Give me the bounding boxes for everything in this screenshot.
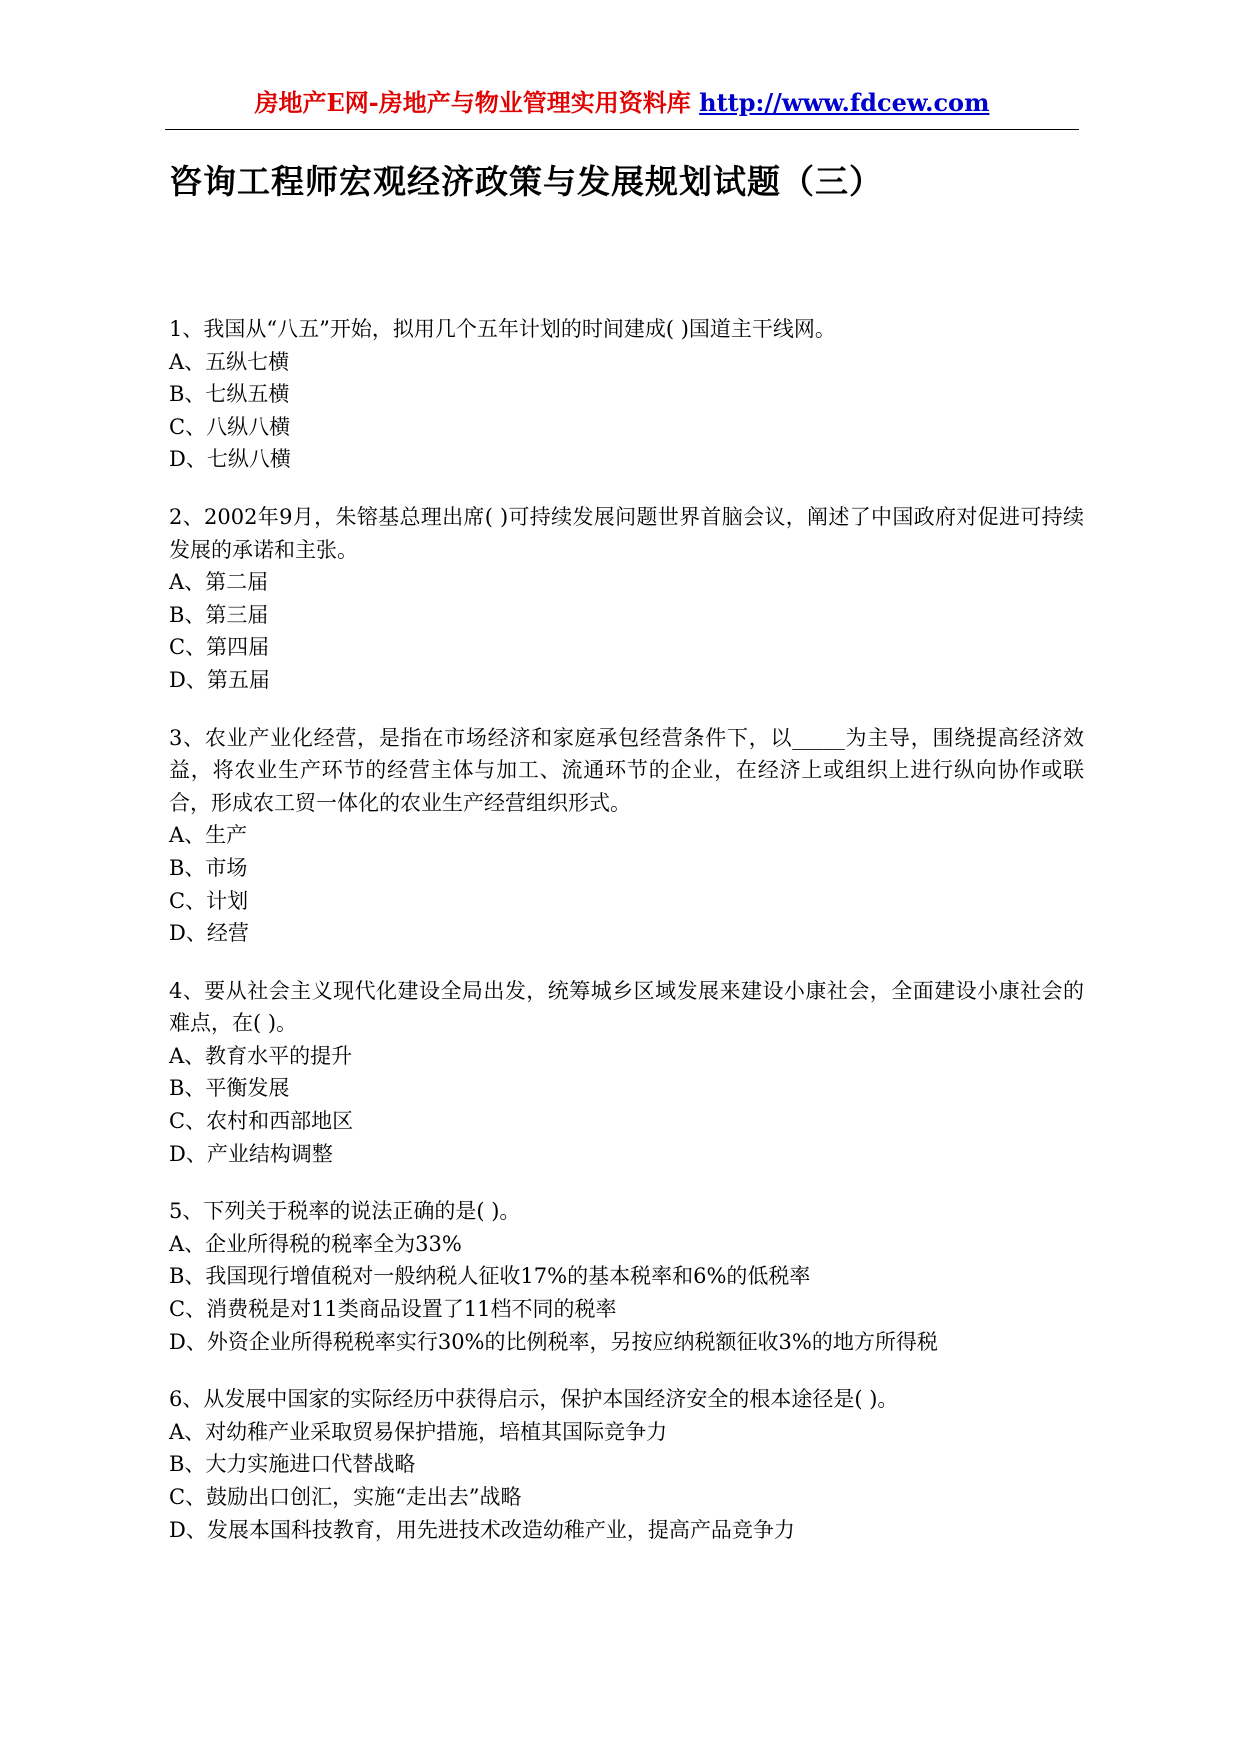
option-d: D、经营 <box>169 921 249 946</box>
option-a: A、生产 <box>169 823 248 848</box>
page-header <box>165 86 1079 120</box>
option-b: B、第三届 <box>169 602 269 627</box>
question-5 <box>169 1195 1084 1358</box>
header-divider <box>165 129 1079 130</box>
option-d: D、发展本国科技教育，用先进技术改造幼稚产业，提高产品竞争力 <box>169 1517 795 1542</box>
question-stem: 2、2002年9月，朱镕基总理出席( )可持续发展问题世界首脑会议，阐述了中国政府对促进可持续发展的承诺和主张。 <box>169 504 1084 562</box>
header-site-name: 房地产E网-房地产与物业管理实用资料库 <box>254 88 691 117</box>
option-b: B、大力实施进口代替战略 <box>169 1452 416 1477</box>
question-stem: 5、下列关于税率的说法正确的是( )。 <box>169 1199 521 1224</box>
option-b: B、平衡发展 <box>169 1076 290 1101</box>
question-4 <box>169 975 1084 1171</box>
question-2 <box>169 501 1084 697</box>
option-b: B、七纵五横 <box>169 382 290 407</box>
question-list <box>169 313 1084 1571</box>
question-stem: 1、我国从“八五”开始，拟用几个五年计划的时间建成( )国道主干线网。 <box>169 317 836 341</box>
question-3 <box>169 722 1084 950</box>
question-stem: 3、农业产业化经营，是指在市场经济和家庭承包经营条件下，以_____为主导，围绕提高经济效益，将农业生产环节的经营主体与加工、流通环节的企业，在经济上或组织上进行纵向协作或联合，形成农工贸一体化的农业生产经营组织形式。 <box>169 725 1084 815</box>
option-d: D、第五届 <box>169 667 270 692</box>
option-c: C、消费税是对11类商品设置了11档不同的税率 <box>169 1297 617 1322</box>
question-6 <box>169 1383 1084 1546</box>
question-stem: 6、从发展中国家的实际经历中获得启示，保护本国经济安全的根本途径是( )。 <box>169 1387 899 1412</box>
option-a: A、企业所得税的税率全为33% <box>169 1231 462 1256</box>
header-url-link[interactable]: http://www.fdcew.com <box>699 88 990 117</box>
option-b: B、我国现行增值税对一般纳税人征收17%的基本税率和6%的低税率 <box>169 1264 811 1289</box>
option-a: A、五纵七横 <box>169 349 290 374</box>
option-b: B、市场 <box>169 855 248 880</box>
option-a: A、对幼稚产业采取贸易保护措施，培植其国际竞争力 <box>169 1419 668 1444</box>
option-c: C、计划 <box>169 888 249 913</box>
option-a: A、第二届 <box>169 570 269 595</box>
option-c: C、第四届 <box>169 635 270 660</box>
option-a: A、教育水平的提升 <box>169 1043 353 1068</box>
option-c: C、鼓励出口创汇，实施“走出去”战略 <box>169 1485 522 1509</box>
document-title: 咨询工程师宏观经济政策与发展规划试题（三） <box>169 162 883 201</box>
option-c: C、农村和西部地区 <box>169 1109 354 1134</box>
option-d: D、外资企业所得税税率实行30%的比例税率，另按应纳税额征收3%的地方所得税 <box>169 1329 938 1354</box>
question-stem: 4、要从社会主义现代化建设全局出发，统筹城乡区域发展来建设小康社会，全面建设小康社会的难点，在( )。 <box>169 978 1084 1036</box>
question-1 <box>169 313 1084 476</box>
option-d: D、七纵八横 <box>169 447 291 472</box>
option-d: D、产业结构调整 <box>169 1141 333 1166</box>
option-c: C、八纵八横 <box>169 414 291 439</box>
